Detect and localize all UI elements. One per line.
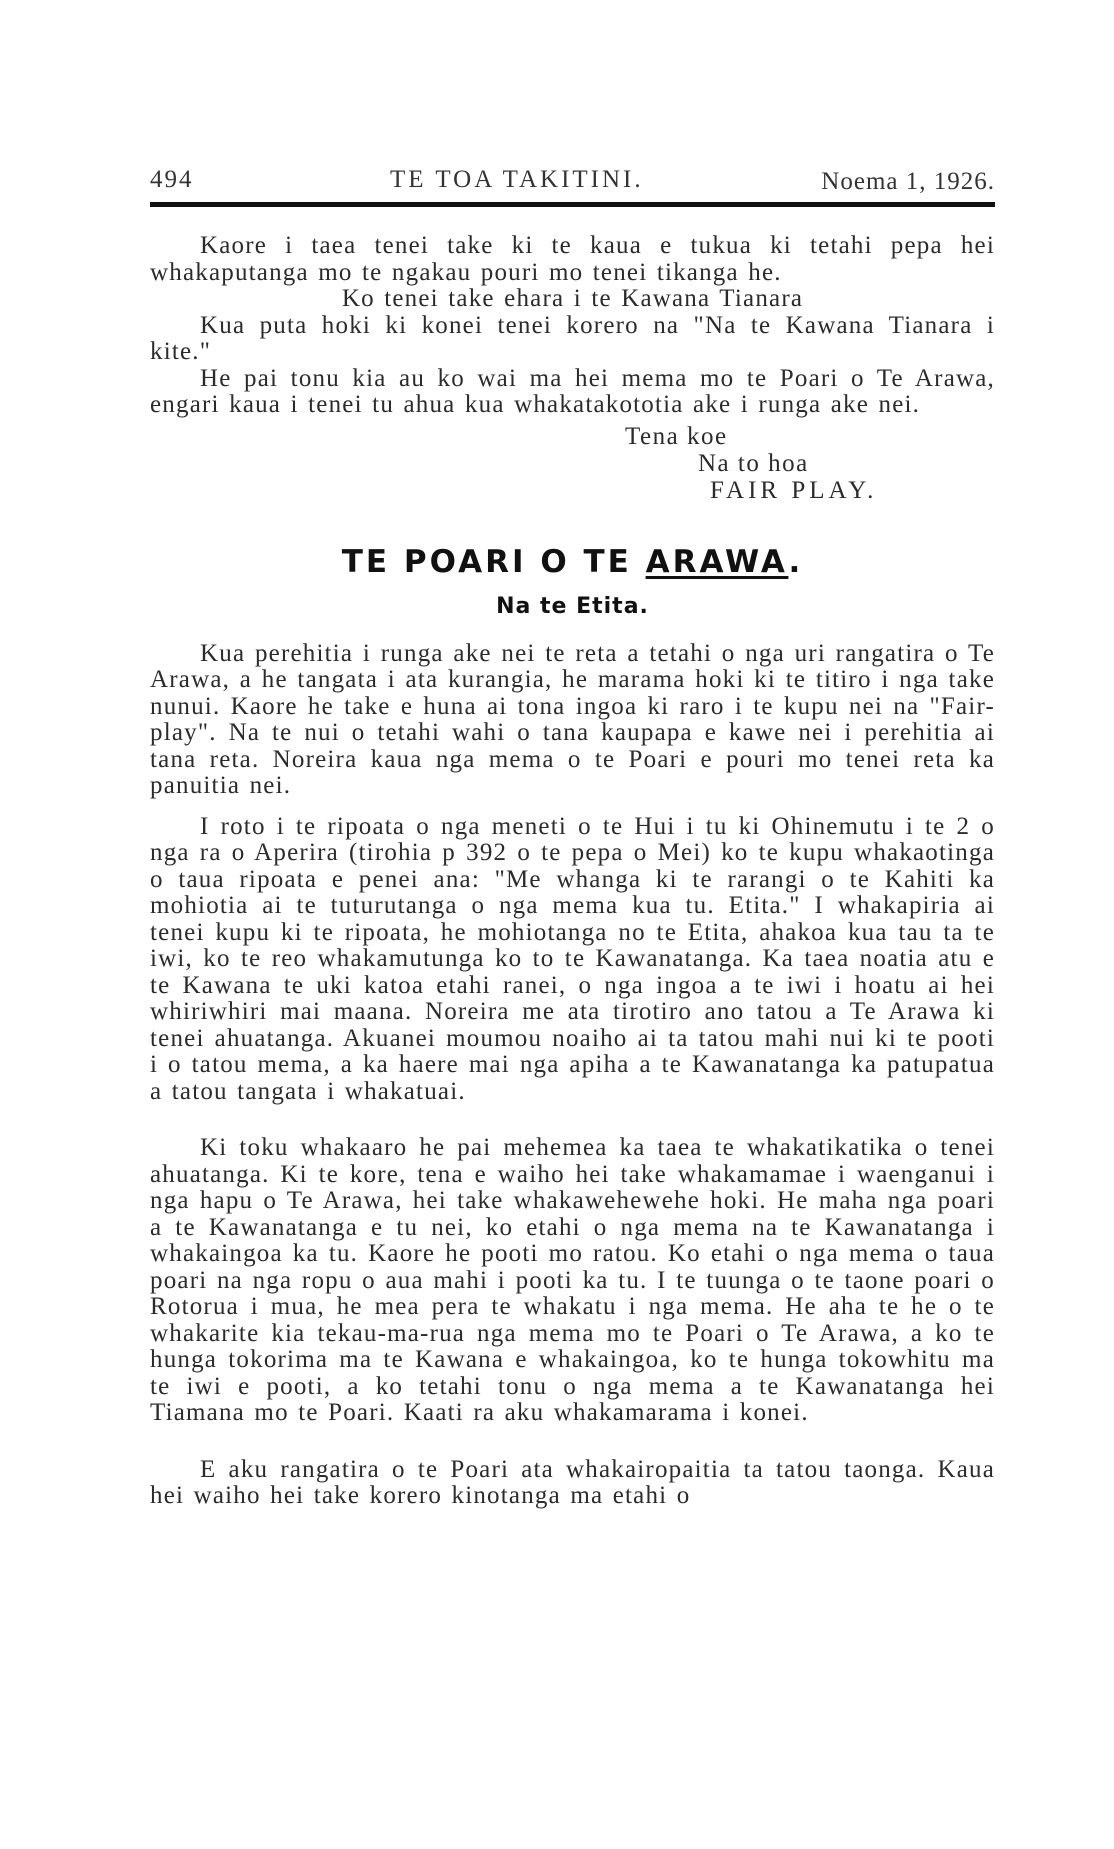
header-rule [150,202,995,207]
article-paragraph: E aku rangatira o te Poari ata whakairopaitia ta tatou taonga. Kaua hei waiho hei take korero kinotanga ma etahi o [150,1455,995,1509]
page-number: 494 [150,166,194,193]
article-byline: Na te Etita. [496,593,649,619]
page [150,160,995,1510]
paragraph-spacer [150,800,995,814]
letter-signature: FAIR PLAY. [710,476,878,504]
letter-signature-block [150,423,995,504]
article-paragraph: I roto i te ripoata o nga meneti o te Hui i tu ki Ohinemutu i te 2 o nga ra o Aperira (tirohia p 392 o te pepa o Mei) ko te kupu whakaotinga o taua ripoata e penei ana: "Me whanga ki te rarangi o te Kahiti ka mohiotia ai te tuturutanga o nga mema kua tu. Etita." I whakapiria ai tenei kupu ki te ripoata, he mohiotanga no te Etita, ahakoa kua tau ta te iwi, ko te reo whakamutunga ko to te Kawanatanga. Ka taea noatia atu e te Kawana te uki katoa etahi ranei, o nga ingoa a te iwi i hoatu ai hei whiriwhiri mai maana. Noreira me ata tirotiro ano tatou a Te Arawa ki tenei ahuatanga. Akuanei moumou noaiho ai ta tatou mahi nui ki te pooti i o tatou mema, a ka haere mai nga apiha a te Kawanatanga ka patupatua a tatou tangata i whakatuai. [150,812,995,1105]
letter-closing: Tena koe [625,422,728,450]
issue-date: Noema 1, 1926. [821,168,995,195]
article-paragraph: Kua perehitia i runga ake nei te reta a tetahi o nga uri rangatira o Te Arawa, a he tangata i ata kurangia, he marama hoki ki te titiro i nga take nunui. Kaore he take e huna ai tona ingoa ki raro i te kupu nei na "Fair-play". Na te nui o tetahi wahi o tana kaupapa e kawe nei i perehitia ai tana reta. Noreira kaua nga mema o te Poari e pouri mo tenei reta ka panuitia nei. [150,639,995,799]
letter-signoff: Na to hoa [698,449,809,477]
letter-paragraph: Ko tenei take ehara i te Kawana Tianara [341,285,804,312]
article-paragraph: Ki toku whakaaro he pai mehemea ka taea te whakatikatika o tenei ahuatanga. Ki te kore, tena e waiho hei take whakamamae i waenganui i nga hapu o Te Arawa, hei take whakawehewehe hoki. He maha nga poari a te Kawanatanga e tu nei, ko etahi o nga mema na te Kawanatanga i whakaingoa ka tu. Kaore he pooti mo ratou. Ko etahi o nga mema o taua poari na nga ropu o aua mahi i pooti ka tu. I te tuunga o te taone poari o Rotorua i mua, he mea pera te whakatu i nga mema. He aha te he o te whakarite kia tekau-ma-rua nga mema mo te Poari o Te Arawa, a ko te hunga tokorima ma te Kawana e whakaingoa, ko te hunga tokowhitu ma te iwi e pooti, a ko tetahi tonu o nga mema a te Kawanatanga hei Tiamana mo te Poari. Kaati ra aku whakamarama i konei. [150,1134,995,1426]
paragraph-spacer [150,1105,995,1135]
article-title-part2: ARAWA [645,543,789,580]
letter-paragraph: He pai tonu kia au ko wai ma hei mema mo te Poari o Te Arawa, engari kaua i tenei tu ahua kua whakatakototia ake i runga ake nei. [150,364,995,418]
article-title-end: . [788,543,804,580]
running-head [150,160,995,200]
article-title [150,544,995,580]
article-title-part1: TE POARI O TE [341,543,632,580]
publication-title: TE TOA TAKITINI. [390,166,644,193]
letter-paragraph: Kua puta hoki ki konei tenei korero na "Na te Kawana Tianara i kite." [150,311,995,365]
paragraph-spacer [150,1427,995,1457]
letter-paragraph: Kaore i taea tenei take ki te kaua e tukua ki tetahi pepa hei whakaputanga mo te ngakau pouri mo tenei tikanga he. [150,232,995,286]
